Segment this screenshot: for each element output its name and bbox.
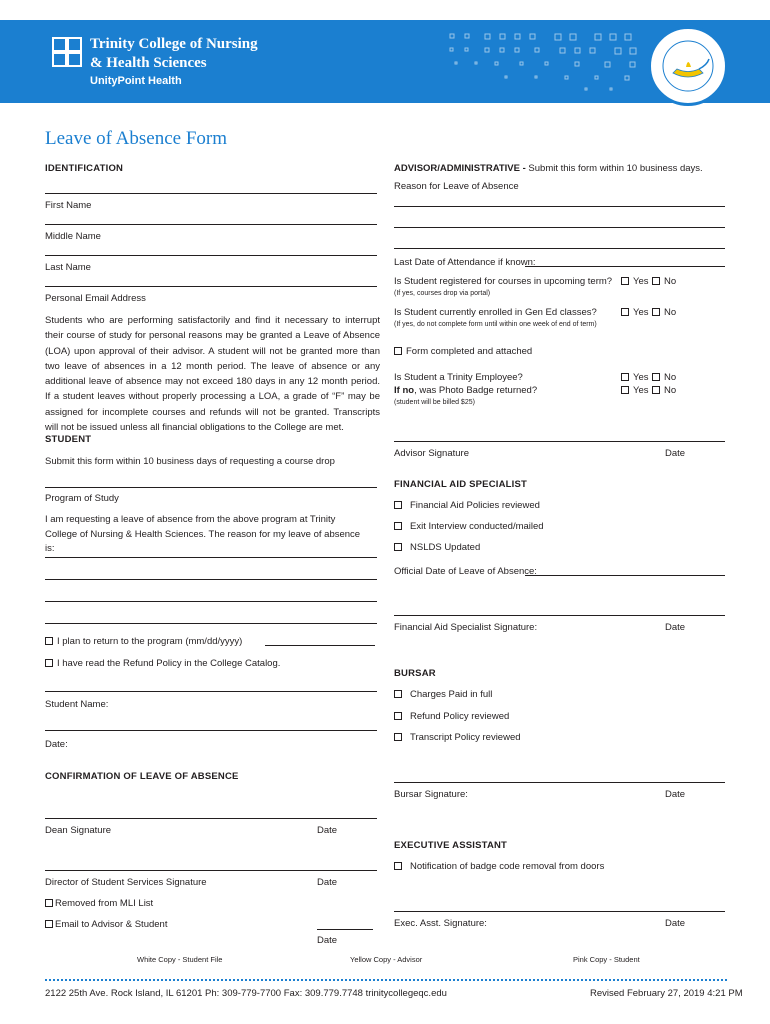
refund-policy-label: I have read the Refund Policy in the College Catalog. <box>57 658 281 669</box>
footer-divider <box>45 979 727 981</box>
gened-no-checkbox[interactable] <box>652 307 676 318</box>
employee-question: Is Student a Trinity Employee? <box>394 372 523 383</box>
loa-policy-text: Students who are performing satisfactorily and find it necessary to interrupt their course of study for personal reasons may be granted a Leave of Absence (LOA) upon approval of their advisor. A student will not be granted more than two leave of absences in a 12 month period. The leave of absence or any additional leave of absence may not exceed 180 days in any 12 month period. If a student leaves without properly processing a LOA, a grade of “F” may be assigned for incomplete courses and refunds will not be granted. Transcripts will not be issued unless all financial obligations to the College are met. <box>45 315 380 434</box>
request-text: I am requesting a leave of absence from the above program at Trinity College of Nursing & Health Sciences. The reason for my leave of absence is: <box>45 514 361 554</box>
program-label: Program of Study <box>45 493 119 504</box>
executive-heading: EXECUTIVE ASSISTANT <box>394 840 508 851</box>
no-label: No <box>664 372 677 383</box>
last-date-label: Last Date of Attendance if known: <box>394 257 536 268</box>
exec-signature-label: Exec. Asst. Signature: <box>394 918 487 929</box>
checkbox-icon <box>652 308 660 316</box>
return-date-label: I plan to return to the program (mm/dd/yyyy) <box>57 636 243 647</box>
bursar-refund-label: Refund Policy reviewed <box>410 711 510 722</box>
bursar-charges-checkbox[interactable] <box>394 689 492 700</box>
registered-no-checkbox[interactable] <box>652 276 676 287</box>
bursar-charges-label: Charges Paid in full <box>410 689 493 700</box>
email-date-field[interactable] <box>317 929 373 930</box>
form-title: Leave of Absence Form <box>45 128 228 149</box>
no-label: No <box>664 385 677 396</box>
advisor-heading: ADVISOR/ADMINISTRATIVE - <box>394 163 526 174</box>
dean-signature-label: Dean Signature <box>45 825 112 836</box>
employee-no-checkbox[interactable] <box>652 372 676 383</box>
director-date-label: Date <box>317 877 338 888</box>
badge-removal-label: Notification of badge code removal from doors <box>410 861 605 872</box>
reason-label: Reason for Leave of Absence <box>394 181 519 192</box>
form-completed-checkbox[interactable] <box>394 346 532 357</box>
first-name-field[interactable] <box>45 193 377 194</box>
fa-exit-interview-checkbox[interactable] <box>394 521 544 532</box>
last-date-field[interactable] <box>525 266 725 267</box>
yes-label: Yes <box>633 307 649 318</box>
registered-question: Is Student registered for courses in upcoming term? <box>394 276 613 287</box>
checkbox-icon <box>394 522 402 530</box>
dot-pattern <box>445 30 655 96</box>
dean-date-label: Date <box>317 825 338 836</box>
checkbox-icon <box>394 690 402 698</box>
fa-policies-checkbox[interactable] <box>394 500 540 511</box>
checkbox-icon <box>45 659 53 667</box>
bursar-signature-field[interactable] <box>394 782 725 783</box>
checkbox-icon <box>394 862 402 870</box>
bursar-signature-label: Bursar Signature: <box>394 789 468 800</box>
advisor-date-label: Date <box>665 448 686 459</box>
student-name-label: Student Name: <box>45 699 109 710</box>
advisor-signature-field[interactable] <box>394 441 725 442</box>
yes-label: Yes <box>633 276 649 287</box>
return-date-field[interactable] <box>265 645 375 646</box>
gened-note: (If yes, do not complete form until within one week of end of term) <box>394 321 597 328</box>
middle-name-label: Middle Name <box>45 231 101 242</box>
gened-question: Is Student currently enrolled in Gen Ed classes? <box>394 307 597 318</box>
pink-copy-label: Pink Copy - Student <box>573 955 640 964</box>
fa-nslds-checkbox[interactable] <box>394 542 480 553</box>
checkbox-icon <box>45 899 53 907</box>
checkbox-icon <box>652 386 660 394</box>
badge-yes-checkbox[interactable] <box>621 385 649 396</box>
trinity-cross-logo-icon <box>52 37 82 67</box>
reason-line-3[interactable] <box>45 601 377 602</box>
white-copy-label: White Copy - Student File <box>137 955 223 964</box>
last-name-label: Last Name <box>45 262 91 273</box>
financial-aid-heading: FINANCIAL AID SPECIALIST <box>394 479 528 490</box>
director-signature-label: Director of Student Services Signature <box>45 877 207 888</box>
fa-nslds-label: NSLDS Updated <box>410 542 481 553</box>
dean-signature-field[interactable] <box>45 818 377 819</box>
last-name-field[interactable] <box>45 255 377 256</box>
brand-subname: & Health Sciences <box>90 55 207 71</box>
bursar-transcript-label: Transcript Policy reviewed <box>410 732 521 743</box>
advisor-instruction: Submit this form within 10 business days. <box>528 163 703 174</box>
program-field[interactable] <box>45 487 377 488</box>
bursar-heading: BURSAR <box>394 668 436 679</box>
first-name-label: First Name <box>45 200 92 211</box>
advisor-reason-line-2[interactable] <box>394 227 725 228</box>
official-date-field[interactable] <box>525 575 725 576</box>
director-signature-field[interactable] <box>45 870 377 871</box>
bursar-date-label: Date <box>665 789 686 800</box>
checkbox-icon <box>621 308 629 316</box>
removed-mli-checkbox[interactable] <box>45 898 153 909</box>
badge-removal-checkbox[interactable] <box>394 861 604 872</box>
employee-yes-checkbox[interactable] <box>621 372 649 383</box>
exec-signature-field[interactable] <box>394 911 725 912</box>
yes-label: Yes <box>633 372 649 383</box>
fa-date-label: Date <box>665 622 686 633</box>
registered-note: (If yes, courses drop via portal) <box>394 290 491 297</box>
student-name-field[interactable] <box>45 691 377 692</box>
middle-name-field[interactable] <box>45 224 377 225</box>
confirmation-heading: CONFIRMATION OF LEAVE OF ABSENCE <box>45 771 239 782</box>
email-label: Personal Email Address <box>45 293 146 304</box>
registered-yes-checkbox[interactable] <box>621 276 649 287</box>
advisor-heading-row <box>394 163 703 174</box>
checkbox-icon <box>621 277 629 285</box>
checkbox-icon <box>394 712 402 720</box>
advisor-reason-line-3[interactable] <box>394 248 725 249</box>
reason-line-4[interactable] <box>45 623 377 624</box>
college-seal-icon <box>648 26 728 106</box>
fa-policies-label: Financial Aid Policies reviewed <box>410 500 540 511</box>
badge-note: (student will be billed $25) <box>394 399 475 406</box>
no-label: No <box>664 276 677 287</box>
checkbox-icon <box>652 373 660 381</box>
checkbox-icon <box>394 501 402 509</box>
form-completed-label: Form completed and attached <box>406 346 533 357</box>
student-instruction: Submit this form within 10 business days of requesting a course drop <box>45 456 335 467</box>
official-date-label: Official Date of Leave of Absence: <box>394 566 537 577</box>
reason-line-1[interactable] <box>45 557 377 558</box>
fa-signature-label: Financial Aid Specialist Signature: <box>394 622 538 633</box>
revised-date: Revised February 27, 2019 4:21 PM <box>590 988 743 999</box>
email-advisor-checkbox[interactable] <box>45 919 167 930</box>
student-heading: STUDENT <box>45 434 92 445</box>
checkbox-icon <box>45 637 53 645</box>
email-date-label: Date <box>317 935 338 946</box>
bursar-refund-checkbox[interactable] <box>394 711 509 722</box>
yellow-copy-label: Yellow Copy - Advisor <box>350 955 423 964</box>
brand-parent: UnityPoint Health <box>90 75 182 87</box>
exec-date-label: Date <box>665 918 686 929</box>
footer-address: 2122 25th Ave. Rock Island, IL 61201 Ph: 309-779-7700 Fax: 309.779.7748 trinitycollegeqc.edu <box>45 988 447 999</box>
advisor-signature-label: Advisor Signature <box>394 448 469 459</box>
student-date-field[interactable] <box>45 730 377 731</box>
email-advisor-label: Email to Advisor & Student <box>55 919 168 930</box>
bursar-transcript-checkbox[interactable] <box>394 732 521 743</box>
return-date-checkbox[interactable] <box>45 636 242 647</box>
no-label: No <box>664 307 677 318</box>
refund-policy-checkbox[interactable] <box>45 658 280 669</box>
removed-mli-label: Removed from MLI List <box>55 898 154 909</box>
badge-no-checkbox[interactable] <box>652 385 676 396</box>
gened-yes-checkbox[interactable] <box>621 307 649 318</box>
reason-line-2[interactable] <box>45 579 377 580</box>
badge-question-bold: If no <box>394 385 415 396</box>
checkbox-icon <box>652 277 660 285</box>
email-field[interactable] <box>45 286 377 287</box>
checkbox-icon <box>621 373 629 381</box>
checkbox-icon <box>394 347 402 355</box>
yes-label: Yes <box>633 385 649 396</box>
student-date-label: Date: <box>45 739 68 750</box>
advisor-reason-line-1[interactable] <box>394 206 725 207</box>
checkbox-icon <box>45 920 53 928</box>
checkbox-icon <box>394 733 402 741</box>
identification-heading: IDENTIFICATION <box>45 163 124 174</box>
checkbox-icon <box>621 386 629 394</box>
badge-question <box>394 385 537 396</box>
fa-exit-interview-label: Exit Interview conducted/mailed <box>410 521 544 532</box>
brand-name: Trinity College of Nursing <box>90 36 258 52</box>
checkbox-icon <box>394 543 402 551</box>
badge-question-rest: , was Photo Badge returned? <box>414 385 538 396</box>
fa-signature-field[interactable] <box>394 615 725 616</box>
